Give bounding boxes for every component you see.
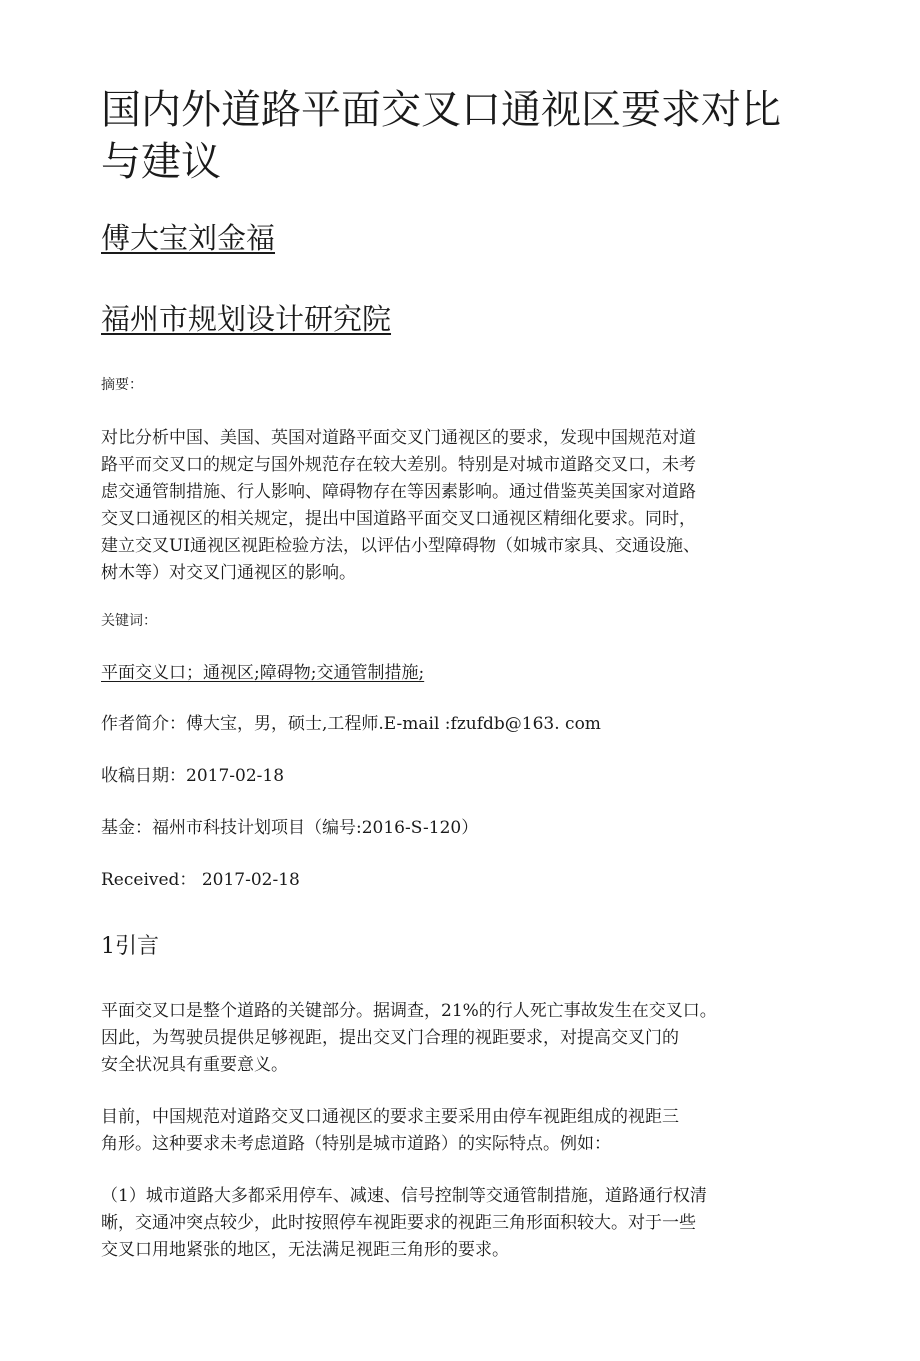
keywords-label: 关键词： <box>101 613 157 629</box>
abstract-line: 建立交叉UI通视区视距检验方法，以评估小型障碍物（如城市家具、交通设施、 <box>101 536 701 556</box>
abstract-line: 树木等）对交叉门通视区的影响。 <box>101 563 356 583</box>
received-date-en: Received： 2017-02-18 <box>101 870 300 890</box>
institution: 福州市规划设计研究院 <box>101 302 392 336</box>
intro-paragraph-1 <box>101 998 801 1079</box>
abstract-text <box>101 425 801 587</box>
keywords-value: 平面交义口；通视区;障碍物;交通管制措施; <box>101 663 425 683</box>
abstract-label: 摘要： <box>101 377 143 393</box>
intro-paragraph-3 <box>101 1183 801 1264</box>
authors: 傅大宝刘金福 <box>101 221 276 255</box>
document-title <box>101 84 801 188</box>
intro-paragraph-2 <box>101 1104 801 1158</box>
abstract-line: 路平而交叉口的规定与国外规范存在较大差别。特别是对城市道路交叉口，未考 <box>101 455 696 475</box>
paragraph-line: 角形。这种要求未考虑道路（特别是城市道路）的实际特点。例如： <box>101 1134 611 1154</box>
paragraph-line: 安全状况具有重要意义。 <box>101 1055 288 1075</box>
abstract-line: 对比分析中国、美国、英国对道路平面交叉门通视区的要求，发现中国规范对道 <box>101 428 696 448</box>
paragraph-line: 晰，交通冲突点较少，此时按照停车视距要求的视距三角形面积较大。对于一些 <box>101 1213 696 1233</box>
fund-info: 基金：福州市科技计划项目（编号:2016-S-120） <box>101 818 479 838</box>
paragraph-line: 目前，中国规范对道路交叉口通视区的要求主要采用由停车视距组成的视距三 <box>101 1107 679 1127</box>
received-date-cn: 收稿日期：2017-02-18 <box>101 766 285 786</box>
paragraph-line: 平面交叉口是整个道路的关键部分。据调查，21%的行人死亡事故发生在交叉口。 <box>101 1001 717 1021</box>
title-line-1: 国内外道路平面交叉口通视区要求对比 <box>101 87 781 133</box>
abstract-line: 虑交通管制措施、行人影响、障碍物存在等因素影响。通过借鉴英美国家对道路 <box>101 482 696 502</box>
author-bio: 作者简介：傅大宝，男，硕士,工程师.E-mail :fzufdb@163. com <box>101 714 601 734</box>
paragraph-line: （1）城市道路大多都采用停车、减速、信号控制等交通管制措施，道路通行权清 <box>101 1186 707 1206</box>
title-line-2: 与建议 <box>101 139 221 185</box>
paragraph-line: 因此，为驾驶员提供足够视距，提出交叉门合理的视距要求，对提高交叉门的 <box>101 1028 679 1048</box>
abstract-line: 交叉口通视区的相关规定，提出中国道路平面交叉口通视区精细化要求。同时， <box>101 509 696 529</box>
paragraph-line: 交叉口用地紧张的地区，无法满足视距三角形的要求。 <box>101 1240 509 1260</box>
section-heading-introduction: 1引言 <box>101 934 159 959</box>
